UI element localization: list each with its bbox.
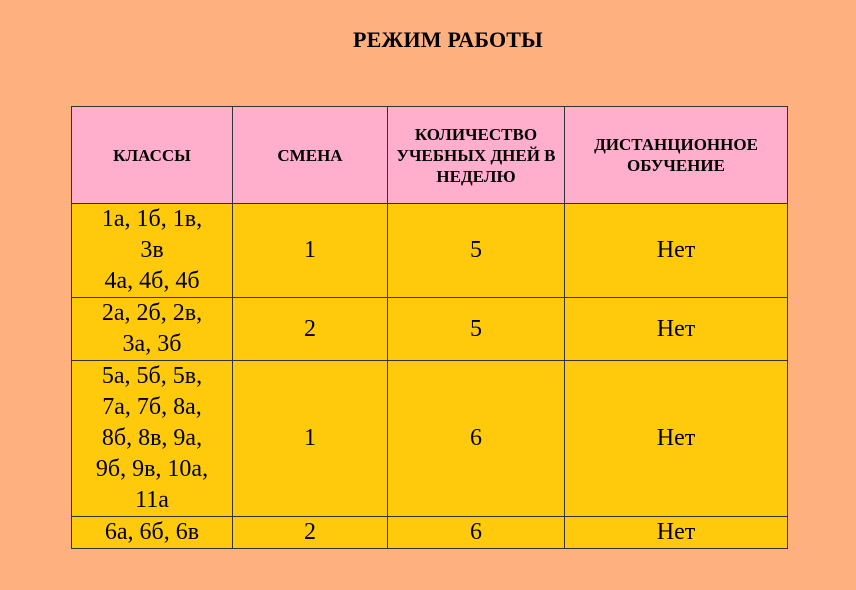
cell-distance: Нет [565, 361, 788, 517]
cell-classes: 1а, 1б, 1в, 3в 4а, 4б, 4б [72, 204, 233, 298]
header-distance-learning: ДИСТАНЦИОННОЕ ОБУЧЕНИЕ [565, 107, 788, 204]
cell-shift: 2 [233, 298, 388, 361]
cell-distance: Нет [565, 204, 788, 298]
table-header-row [72, 107, 788, 204]
table-row [72, 361, 788, 517]
header-classes: КЛАССЫ [72, 107, 233, 204]
cell-days: 6 [388, 517, 565, 549]
schedule-table [71, 106, 788, 549]
cell-classes: 5а, 5б, 5в, 7а, 7б, 8а, 8б, 8в, 9а, 9б, 9в, 10а, 11а [72, 361, 233, 517]
table-row [72, 517, 788, 549]
cell-days: 6 [388, 361, 565, 517]
table-row [72, 298, 788, 361]
cell-days: 5 [388, 204, 565, 298]
page-title: РЕЖИМ РАБОТЫ [353, 27, 543, 52]
cell-classes: 6а, 6б, 6в [72, 517, 233, 549]
cell-distance: Нет [565, 517, 788, 549]
cell-distance: Нет [565, 298, 788, 361]
cell-classes: 2а, 2б, 2в, 3а, 3б [72, 298, 233, 361]
cell-shift: 1 [233, 204, 388, 298]
table-row [72, 204, 788, 298]
header-days-per-week: КОЛИЧЕСТВО УЧЕБНЫХ ДНЕЙ В НЕДЕЛЮ [388, 107, 565, 204]
cell-days: 5 [388, 298, 565, 361]
cell-shift: 2 [233, 517, 388, 549]
header-shift: СМЕНА [233, 107, 388, 204]
cell-shift: 1 [233, 361, 388, 517]
